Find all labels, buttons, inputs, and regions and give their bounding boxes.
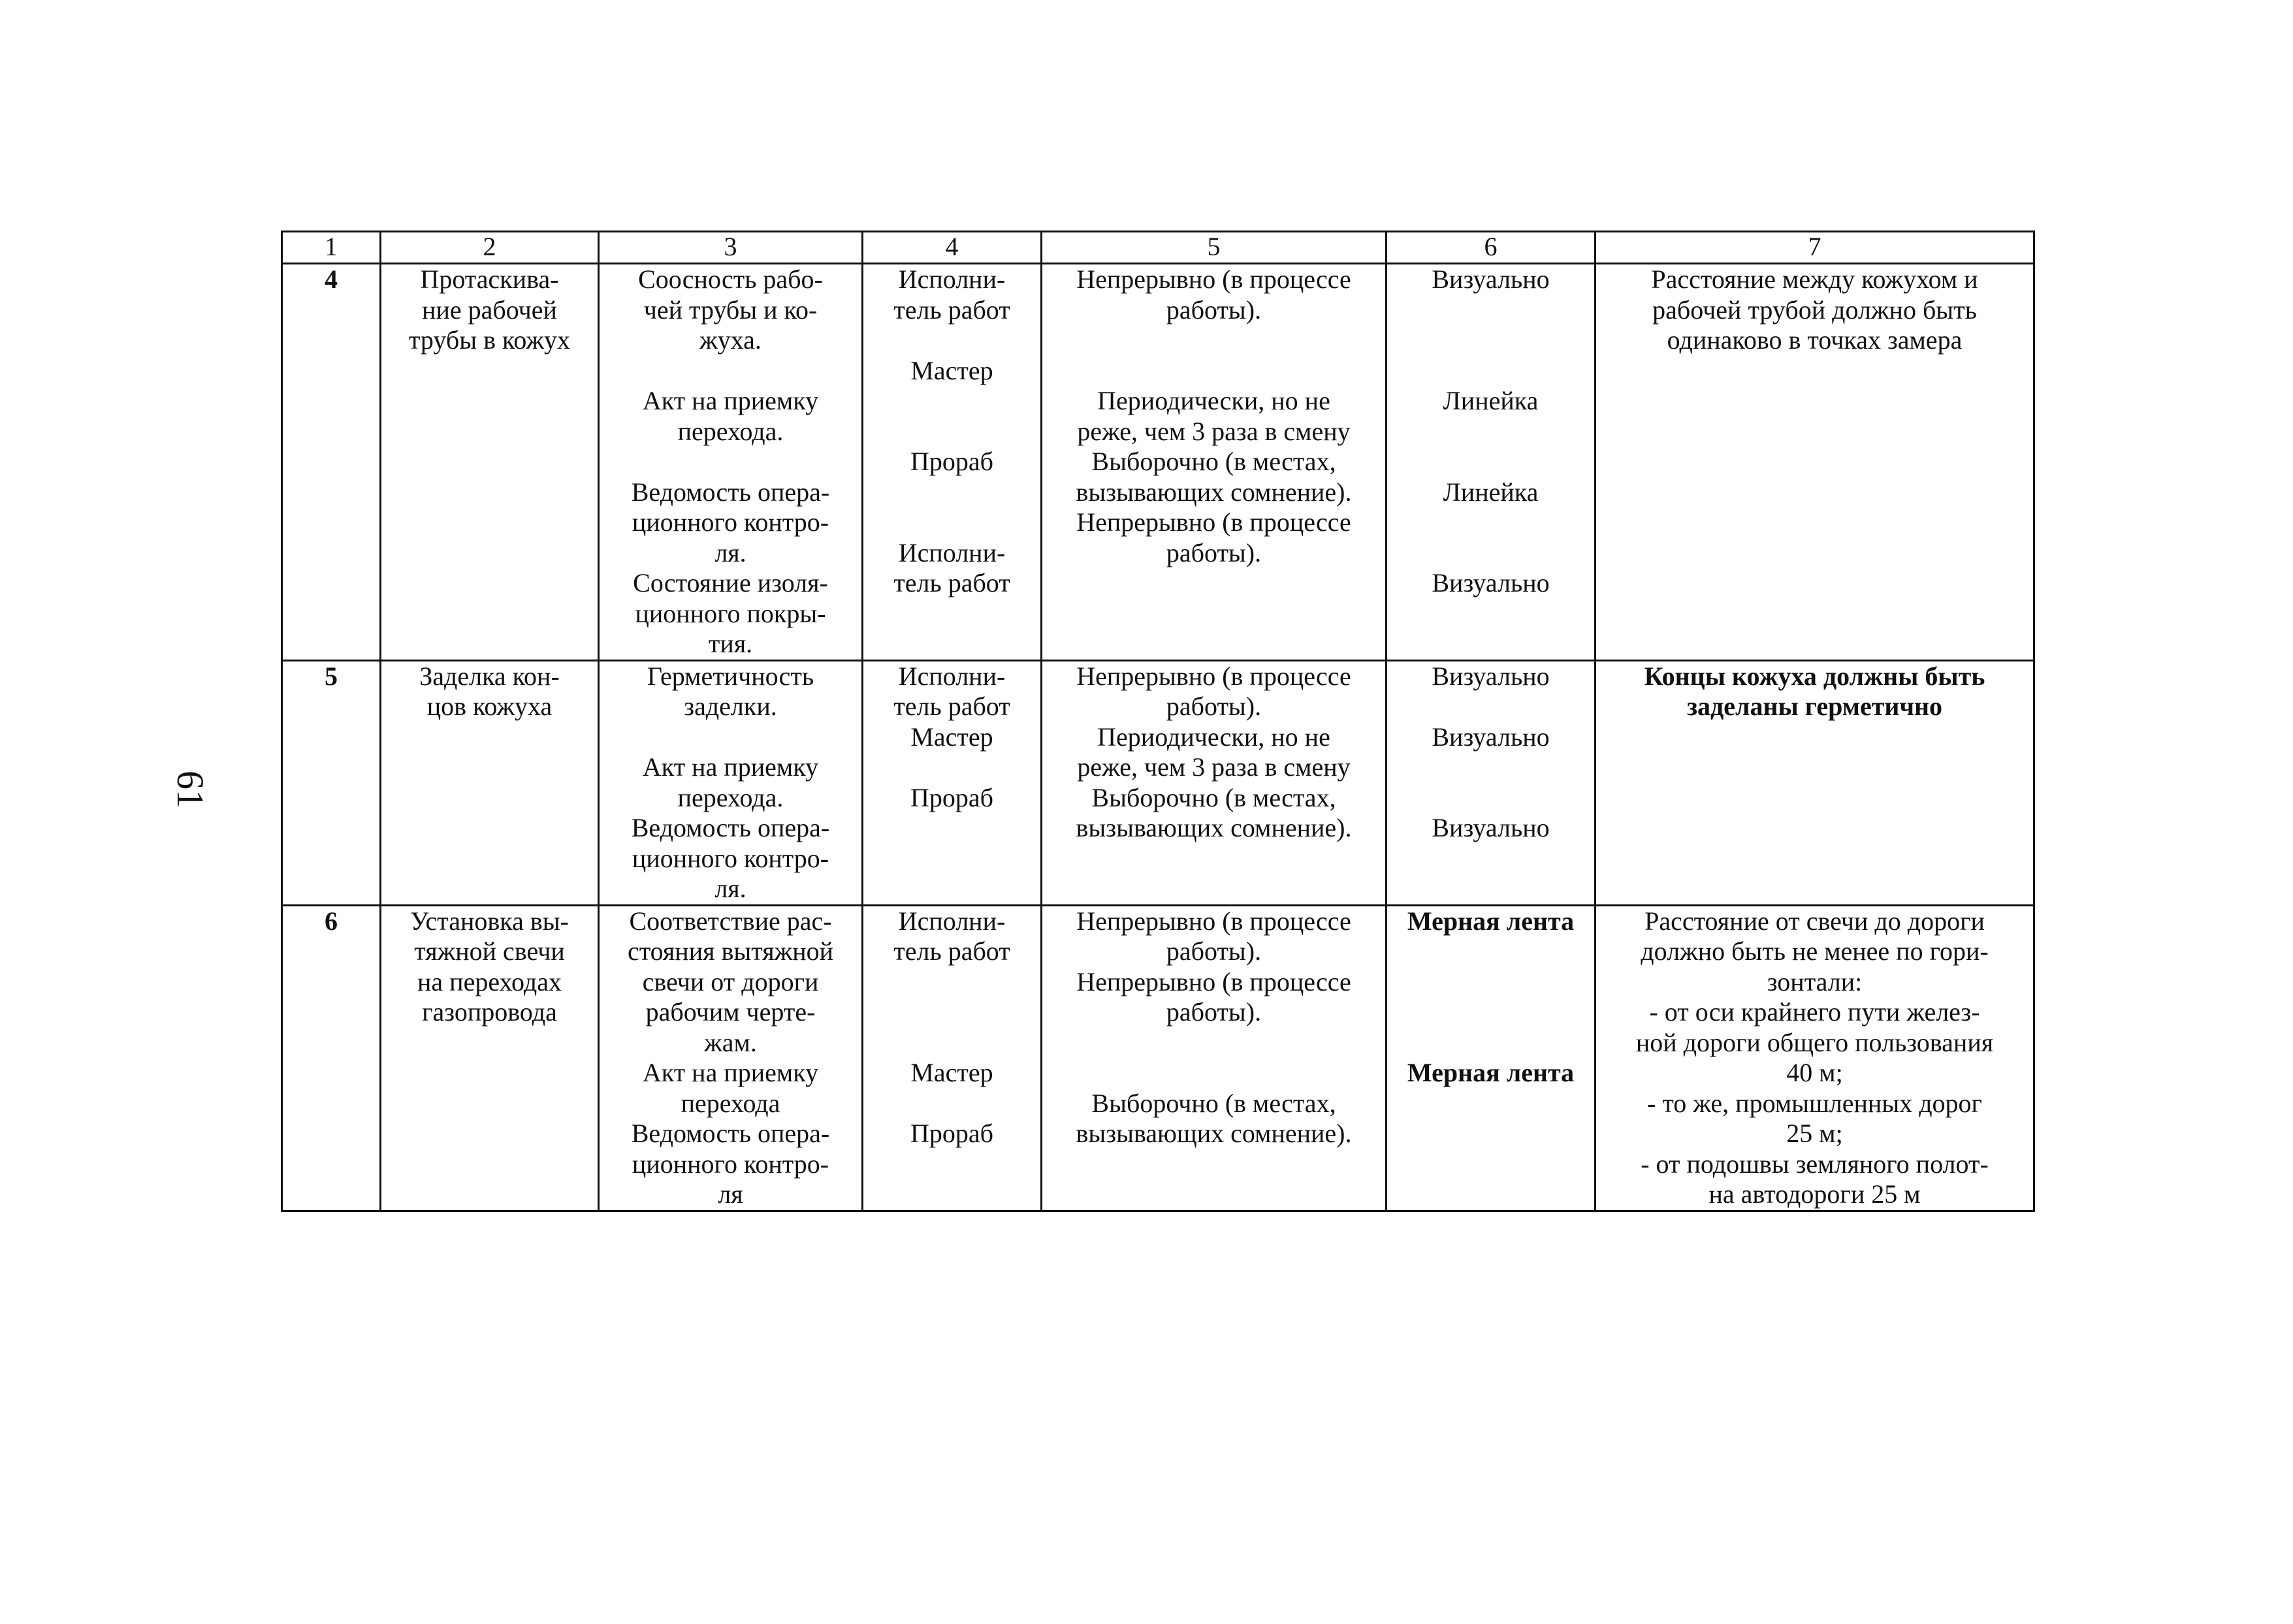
cell-text-line: - от оси крайнего пути желез- bbox=[1649, 997, 1980, 1027]
cell-text-line: Ведомость опера- bbox=[631, 477, 830, 507]
cell-text-line: Соосность рабо- bbox=[638, 264, 823, 294]
control-timing-cell bbox=[1042, 660, 1387, 905]
cell-text-line: Визуально bbox=[1432, 661, 1550, 691]
cell-text-line bbox=[1387, 692, 1594, 722]
cell-text-line: тель работ bbox=[893, 568, 1010, 597]
cell-text-line: Прораб bbox=[910, 447, 993, 476]
responsible-cell bbox=[863, 660, 1042, 905]
cell-text-line bbox=[863, 1089, 1040, 1119]
responsible-cell bbox=[863, 905, 1042, 1211]
cell-text-line: ля bbox=[718, 1179, 743, 1209]
cell-text-line: рабочим черте- bbox=[645, 997, 816, 1027]
cell-text-line: 40 м; bbox=[1786, 1058, 1843, 1087]
column-number-header: 4 bbox=[863, 232, 1042, 264]
column-number-header: 6 bbox=[1387, 232, 1595, 264]
cell-text-line: тия. bbox=[708, 629, 753, 658]
control-timing-cell bbox=[1042, 905, 1387, 1211]
cell-text-line bbox=[1387, 447, 1594, 477]
cell-text-line: Исполни- bbox=[898, 264, 1006, 294]
cell-text-line: Соответствие рас- bbox=[629, 906, 832, 936]
cell-text-line: жуха. bbox=[699, 325, 762, 355]
cell-text-line: Заделка кон- bbox=[419, 661, 560, 691]
cell-text-line bbox=[1387, 507, 1594, 538]
cell-text-line: работы). bbox=[1166, 295, 1262, 325]
cell-text-line: Прораб bbox=[910, 782, 993, 812]
page-number: 61 bbox=[169, 771, 212, 808]
control-method-cell bbox=[1387, 660, 1595, 905]
cell-text-line: Ведомость опера- bbox=[631, 1119, 830, 1148]
cell-text-line: тель работ bbox=[893, 295, 1010, 325]
cell-text-line: тель работ bbox=[893, 692, 1010, 721]
cell-text-line: Непрерывно (в процессе bbox=[1076, 507, 1351, 537]
cell-text-line: Выборочно (в местах, bbox=[1091, 782, 1336, 812]
cell-text-line bbox=[600, 356, 861, 387]
cell-text-line: - то же, промышленных дорог bbox=[1647, 1088, 1982, 1118]
cell-text-line: Установка вы- bbox=[410, 906, 569, 936]
requirements-cell bbox=[1595, 264, 2034, 661]
cell-text-line: Периодически, но не bbox=[1097, 386, 1330, 415]
cell-text-line: 5 bbox=[325, 661, 338, 691]
cell-text-line: Акт на приемку bbox=[642, 386, 819, 415]
cell-text-line bbox=[863, 507, 1040, 538]
cell-text-line: Мерная лента bbox=[1407, 1058, 1575, 1087]
cell-text-line bbox=[1387, 295, 1594, 326]
cell-text-line: Непрерывно (в процессе bbox=[1076, 906, 1351, 936]
cell-text-line bbox=[1042, 1028, 1385, 1059]
control-method-cell bbox=[1387, 905, 1595, 1211]
cell-text-line bbox=[1387, 356, 1594, 387]
cell-text-line: ционного контро- bbox=[632, 1149, 829, 1179]
cell-text-line bbox=[1387, 417, 1594, 447]
cell-text-line: Непрерывно (в процессе bbox=[1076, 264, 1351, 294]
operation-cell bbox=[381, 905, 599, 1211]
cell-text-line: должно быть не менее по гори- bbox=[1641, 936, 1989, 966]
cell-text-line bbox=[600, 447, 861, 477]
cell-text-line: заделки. bbox=[684, 692, 777, 721]
controlled-item-cell bbox=[599, 264, 863, 661]
row-number-cell bbox=[282, 264, 381, 661]
cell-text-line: Расстояние от свечи до дороги bbox=[1644, 906, 1985, 936]
cell-text-line: ционного контро- bbox=[632, 507, 829, 537]
cell-text-line: одинаково в точках замера bbox=[1667, 325, 1963, 355]
cell-text-line: свечи от дороги bbox=[642, 966, 819, 996]
cell-text-line bbox=[1042, 325, 1385, 356]
cell-text-line bbox=[863, 477, 1040, 508]
cell-text-line: Непрерывно (в процессе bbox=[1076, 661, 1351, 691]
cell-text-line bbox=[1387, 1028, 1594, 1059]
cell-text-line: Выборочно (в местах, bbox=[1091, 447, 1336, 476]
cell-text-line: Визуально bbox=[1432, 264, 1550, 294]
cell-text-line: цов кожуха bbox=[426, 692, 553, 721]
cell-text-line bbox=[600, 722, 861, 753]
table-row bbox=[282, 660, 2034, 905]
control-table bbox=[281, 231, 2035, 1212]
row-number-cell bbox=[282, 660, 381, 905]
column-number-header: 1 bbox=[282, 232, 381, 264]
cell-text-line: - от подошвы земляного полот- bbox=[1641, 1149, 1989, 1179]
cell-text-line bbox=[863, 997, 1040, 1028]
controlled-item-cell bbox=[599, 660, 863, 905]
cell-text-line: работы). bbox=[1166, 537, 1262, 567]
cell-text-line: ние рабочей bbox=[422, 295, 557, 325]
cell-text-line bbox=[1042, 1058, 1385, 1089]
cell-text-line: вызывающих сомнение). bbox=[1076, 1119, 1352, 1148]
row-number-cell bbox=[282, 905, 381, 1211]
cell-text-line: перехода. bbox=[677, 782, 784, 812]
cell-text-line: на автодороги 25 м bbox=[1708, 1179, 1921, 1209]
cell-text-line: Мерная лента bbox=[1407, 906, 1575, 936]
cell-text-line: Мастер bbox=[910, 1058, 993, 1087]
cell-text-line: Мастер bbox=[910, 355, 993, 385]
cell-text-line: Исполни- bbox=[898, 537, 1006, 567]
cell-text-line: зонтали: bbox=[1767, 966, 1863, 996]
cell-text-line: вызывающих сомнение). bbox=[1076, 813, 1352, 842]
column-number-header: 5 bbox=[1042, 232, 1387, 264]
cell-text-line: тяжной свечи bbox=[414, 936, 565, 966]
cell-text-line: перехода bbox=[681, 1088, 780, 1118]
cell-text-line: перехода. bbox=[677, 416, 784, 446]
cell-text-line: ной дороги общего пользования bbox=[1635, 1027, 1994, 1057]
cell-text-line: Линейка bbox=[1443, 477, 1539, 507]
cell-text-line: заделаны герметично bbox=[1686, 692, 1943, 721]
cell-text-line: Ведомость опера- bbox=[631, 813, 830, 842]
cell-text-line: 4 bbox=[325, 264, 338, 294]
cell-text-line bbox=[863, 752, 1040, 783]
cell-text-line: Концы кожуха должны быть bbox=[1644, 661, 1985, 691]
cell-text-line: ля. bbox=[714, 537, 746, 567]
cell-text-line: Акт на приемку bbox=[642, 752, 819, 782]
cell-text-line bbox=[863, 325, 1040, 356]
cell-text-line: жам. bbox=[704, 1027, 757, 1057]
cell-text-line: Линейка bbox=[1443, 386, 1539, 415]
cell-text-line: Непрерывно (в процессе bbox=[1076, 966, 1351, 996]
cell-text-line: Прораб bbox=[910, 1119, 993, 1148]
cell-text-line bbox=[863, 417, 1040, 447]
column-number-header: 3 bbox=[599, 232, 863, 264]
cell-text-line bbox=[1387, 325, 1594, 356]
cell-text-line: Состояние изоля- bbox=[633, 568, 828, 597]
cell-text-line: Акт на приемку bbox=[642, 1058, 819, 1087]
cell-text-line: Мастер bbox=[910, 722, 993, 752]
column-number-header: 2 bbox=[381, 232, 599, 264]
cell-text-line bbox=[1387, 997, 1594, 1028]
cell-text-line: 25 м; bbox=[1786, 1119, 1843, 1148]
cell-text-line: работы). bbox=[1166, 692, 1262, 721]
cell-text-line: Исполни- bbox=[898, 906, 1006, 936]
cell-text-line: реже, чем 3 раза в смену bbox=[1077, 752, 1351, 782]
cell-text-line: Протаскива- bbox=[420, 264, 559, 294]
cell-text-line: ля. bbox=[714, 874, 746, 903]
cell-text-line: Визуально bbox=[1432, 568, 1550, 597]
cell-text-line bbox=[863, 386, 1040, 417]
cell-text-line: Герметичность bbox=[647, 661, 814, 691]
operation-cell bbox=[381, 660, 599, 905]
cell-text-line bbox=[863, 1028, 1040, 1059]
cell-text-line: трубы в кожух bbox=[408, 325, 571, 355]
operation-cell bbox=[381, 264, 599, 661]
cell-text-line: реже, чем 3 раза в смену bbox=[1077, 416, 1351, 446]
cell-text-line: Визуально bbox=[1432, 722, 1550, 752]
cell-text-line: Расстояние между кожухом и bbox=[1651, 264, 1978, 294]
table-row bbox=[282, 905, 2034, 1211]
cell-text-line bbox=[1387, 783, 1594, 814]
cell-text-line: вызывающих сомнение). bbox=[1076, 477, 1352, 507]
cell-text-line: работы). bbox=[1166, 936, 1262, 966]
cell-text-line: газопровода bbox=[422, 997, 557, 1027]
cell-text-line bbox=[1387, 752, 1594, 783]
control-method-cell bbox=[1387, 264, 1595, 661]
cell-text-line: на переходах bbox=[417, 966, 562, 996]
cell-text-line: Выборочно (в местах, bbox=[1091, 1088, 1336, 1118]
cell-text-line: Исполни- bbox=[898, 661, 1006, 691]
cell-text-line: ционного контро- bbox=[632, 843, 829, 873]
requirements-cell bbox=[1595, 905, 2034, 1211]
cell-text-line: Визуально bbox=[1432, 813, 1550, 842]
responsible-cell bbox=[863, 264, 1042, 661]
cell-text-line: стояния вытяжной bbox=[627, 936, 834, 966]
cell-text-line bbox=[863, 967, 1040, 998]
cell-text-line bbox=[1042, 356, 1385, 387]
table-row bbox=[282, 264, 2034, 661]
cell-text-line: чей трубы и ко- bbox=[643, 295, 818, 325]
cell-text-line bbox=[1387, 936, 1594, 967]
cell-text-line: рабочей трубой должно быть bbox=[1652, 295, 1977, 325]
cell-text-line: тель работ bbox=[893, 936, 1010, 966]
cell-text-line: Периодически, но не bbox=[1097, 722, 1330, 752]
cell-text-line bbox=[1387, 967, 1594, 998]
cell-text-line: ционного покры- bbox=[635, 598, 826, 628]
cell-text-line bbox=[1387, 538, 1594, 569]
column-number-header: 7 bbox=[1595, 232, 2034, 264]
table-header-row bbox=[282, 232, 2034, 264]
controlled-item-cell bbox=[599, 905, 863, 1211]
requirements-cell bbox=[1595, 660, 2034, 905]
cell-text-line: 6 bbox=[325, 906, 338, 936]
cell-text-line: работы). bbox=[1166, 997, 1262, 1027]
control-timing-cell bbox=[1042, 264, 1387, 661]
